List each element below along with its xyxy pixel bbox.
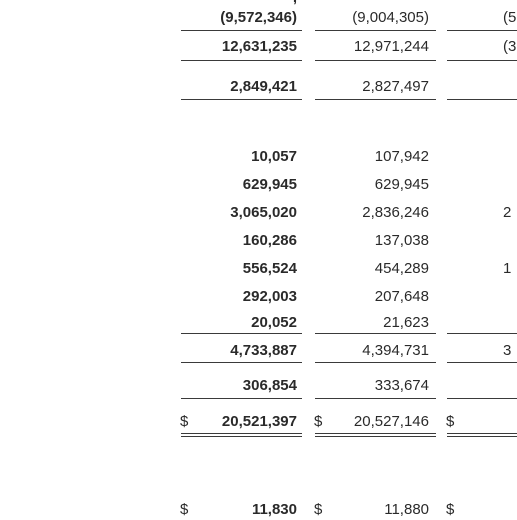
value-col1: 11,830 xyxy=(251,501,297,518)
double-underline-col1-bottom xyxy=(181,436,302,437)
currency-symbol-col3: $ xyxy=(446,413,455,430)
double-underline-col2-top xyxy=(315,433,436,434)
value-col2: 2,836,246 xyxy=(362,204,429,221)
currency-symbol-col1: $ xyxy=(180,413,189,430)
underline-col2 xyxy=(315,60,436,61)
cut-off-value-col1 xyxy=(293,0,297,8)
value-col2: 207,648 xyxy=(374,288,429,305)
value-col1: 20,052 xyxy=(251,314,297,331)
underline-col3 xyxy=(447,398,517,399)
currency-symbol-col2: $ xyxy=(314,413,323,430)
underline-col1 xyxy=(181,362,302,363)
currency-symbol-col3: $ xyxy=(446,501,455,518)
value-col1: 292,003 xyxy=(242,288,297,305)
subtotal-col3: 3 xyxy=(503,342,512,359)
underline-col2 xyxy=(315,30,436,31)
underline-col3 xyxy=(447,333,517,334)
value-col1: 3,065,020 xyxy=(230,204,297,221)
value-col1: 2,849,421 xyxy=(230,78,297,95)
underline-col1 xyxy=(181,99,302,100)
double-underline-col3-top xyxy=(447,433,517,434)
underline-col1 xyxy=(181,60,302,61)
underline-col1 xyxy=(181,333,302,334)
double-underline-col3-bottom xyxy=(447,436,517,437)
subtotal-col1: 4,733,887 xyxy=(230,342,297,359)
underline-col1 xyxy=(181,398,302,399)
value-col1: (9,572,346) xyxy=(220,9,297,26)
value-col2: 629,945 xyxy=(374,176,429,193)
value-col1: 12,631,235 xyxy=(221,38,297,55)
underline-col3 xyxy=(447,30,517,31)
value-col2: 333,674 xyxy=(374,377,429,394)
total-col2: 20,527,146 xyxy=(353,413,429,430)
value-col2: 137,038 xyxy=(374,232,429,249)
value-col1: 10,057 xyxy=(251,148,297,165)
value-col1: 629,945 xyxy=(242,176,297,193)
value-col3: (3 xyxy=(503,38,517,55)
value-col3: 1 xyxy=(503,260,512,277)
value-col2: 21,623 xyxy=(383,314,429,331)
underline-col3 xyxy=(447,362,517,363)
total-col1: 20,521,397 xyxy=(221,413,297,430)
currency-symbol-col2: $ xyxy=(314,501,323,518)
value-col1: 306,854 xyxy=(242,377,297,394)
value-col1: 160,286 xyxy=(242,232,297,249)
double-underline-col2-bottom xyxy=(315,436,436,437)
value-col2: 107,942 xyxy=(374,148,429,165)
value-col2: 11,880 xyxy=(384,501,429,518)
subtotal-col2: 4,394,731 xyxy=(362,342,429,359)
value-col2: 2,827,497 xyxy=(362,78,429,95)
currency-symbol-col1: $ xyxy=(180,501,189,518)
underline-col2 xyxy=(315,398,436,399)
underline-col2 xyxy=(315,333,436,334)
value-col2: 454,289 xyxy=(374,260,429,277)
underline-col3 xyxy=(447,60,517,61)
value-col1: 556,524 xyxy=(242,260,297,277)
underline-col2 xyxy=(315,99,436,100)
underline-col1 xyxy=(181,30,302,31)
value-col2: (9,004,305) xyxy=(352,9,429,26)
underline-col2 xyxy=(315,362,436,363)
double-underline-col1-top xyxy=(181,433,302,434)
value-col2: 12,971,244 xyxy=(353,38,429,55)
value-col3: 2 xyxy=(503,204,512,221)
underline-col3 xyxy=(447,99,517,100)
value-col3: (5 xyxy=(503,9,517,26)
